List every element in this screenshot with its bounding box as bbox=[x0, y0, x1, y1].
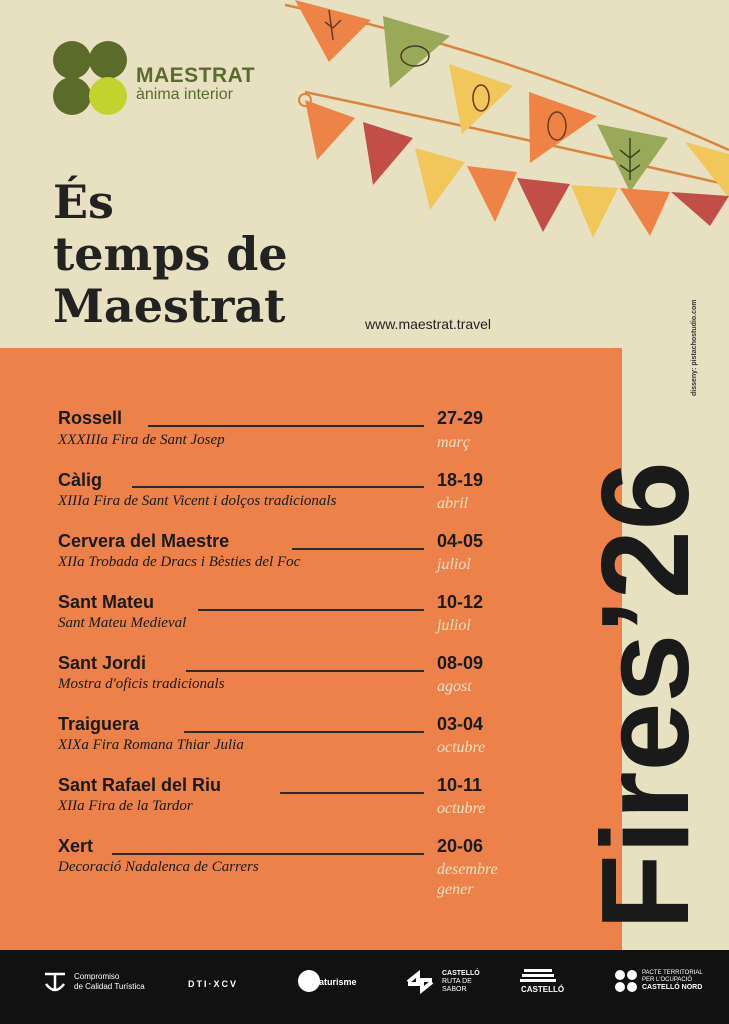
compromiso-line-2: de Calidad Turística bbox=[74, 982, 145, 991]
brand-tagline: ànima interior bbox=[136, 86, 233, 103]
event-month: desembre bbox=[437, 861, 498, 878]
event-dates: 10-11 bbox=[437, 775, 483, 795]
event-divider bbox=[112, 853, 424, 855]
castello-ruta-logo-icon bbox=[404, 970, 436, 994]
event-month: març bbox=[437, 434, 470, 451]
event-divider bbox=[132, 486, 424, 488]
event-town: Xert bbox=[58, 836, 94, 856]
event-divider bbox=[186, 670, 424, 672]
pacte-line-2: PER L'OCUPACIÓ bbox=[642, 977, 693, 983]
event-divider bbox=[280, 792, 424, 794]
clover-logo-icon bbox=[52, 40, 130, 118]
pacte-line-1: PACTE TERRITORIAL bbox=[642, 970, 703, 976]
pacte-logo-icon bbox=[614, 969, 638, 993]
event-divider bbox=[184, 731, 424, 733]
event-description: Sant Mateu Medieval bbox=[58, 615, 187, 631]
event-town: Sant Jordi bbox=[58, 653, 147, 673]
designer-credit: disseny: pistachostudio.com bbox=[691, 299, 698, 396]
castello-logo-icon bbox=[520, 968, 556, 984]
event-divider bbox=[148, 425, 424, 427]
castello-ruta-line-2: RUTA DE bbox=[442, 978, 472, 985]
bunting-flags bbox=[285, 0, 729, 240]
website-link[interactable]: www.maestrat.travel bbox=[365, 316, 492, 332]
event-dates: 10-12 bbox=[437, 592, 484, 612]
event-dates: 27-29 bbox=[437, 408, 484, 428]
event-description: XXXIIIa Fira de Sant Josep bbox=[58, 432, 225, 448]
compromiso-line-1: Compromiso bbox=[74, 972, 120, 981]
event-month: abril bbox=[437, 495, 469, 512]
event-town: Sant Mateu bbox=[58, 592, 155, 612]
event-dates: 04-05 bbox=[437, 531, 484, 551]
event-divider bbox=[198, 609, 424, 611]
event-dates: 20-06 bbox=[437, 836, 484, 856]
red-dti-text: DTI·XCV bbox=[188, 979, 238, 989]
event-month: octubre bbox=[437, 739, 486, 756]
event-description: XIIIa Fira de Sant Vicent i dolços tradicionals bbox=[58, 493, 337, 509]
title-line-1: És bbox=[53, 175, 114, 229]
event-town: Traiguera bbox=[58, 714, 140, 734]
event-description: Decoració Nadalenca de Carrers bbox=[58, 859, 259, 875]
event-month-2: gener bbox=[437, 881, 474, 898]
event-description: XIIa Fira de la Tardor bbox=[58, 798, 193, 814]
compromiso-logo-icon bbox=[42, 968, 68, 994]
pacte-line-3: CASTELLÓ NORD bbox=[642, 984, 703, 991]
brand-name: MAESTRAT bbox=[136, 64, 256, 87]
castello-ruta-line-1: CASTELLÓ bbox=[442, 970, 480, 977]
event-description: XIXa Fira Romana Thiar Julia bbox=[58, 737, 244, 753]
creaturisme-text: Creaturisme bbox=[304, 977, 357, 987]
title-line-2: temps de bbox=[53, 227, 288, 281]
event-dates: 08-09 bbox=[437, 653, 484, 673]
event-divider bbox=[292, 548, 424, 550]
event-month: juliol bbox=[437, 617, 471, 634]
event-town: Cervera del Maestre bbox=[58, 531, 230, 551]
event-town: Rossell bbox=[58, 408, 123, 428]
event-town: Sant Rafael del Riu bbox=[58, 775, 222, 795]
event-description: XIIa Trobada de Dracs i Bèsties del Foc bbox=[58, 554, 301, 570]
castello-ruta-line-3: SABOR bbox=[442, 986, 467, 993]
title-line-3: Maestrat bbox=[53, 279, 286, 333]
event-dates: 18-19 bbox=[437, 470, 484, 490]
event-description: Mostra d'oficis tradicionals bbox=[58, 676, 225, 692]
page-title bbox=[53, 176, 288, 332]
event-month: agost bbox=[437, 678, 472, 695]
event-dates: 03-04 bbox=[437, 714, 484, 734]
castello-text: CASTELLÓ bbox=[521, 985, 565, 994]
event-month: octubre bbox=[437, 800, 486, 817]
event-month: juliol bbox=[437, 556, 471, 573]
event-town: Càlig bbox=[58, 470, 103, 490]
vertical-title: Fires’26 bbox=[577, 461, 715, 930]
